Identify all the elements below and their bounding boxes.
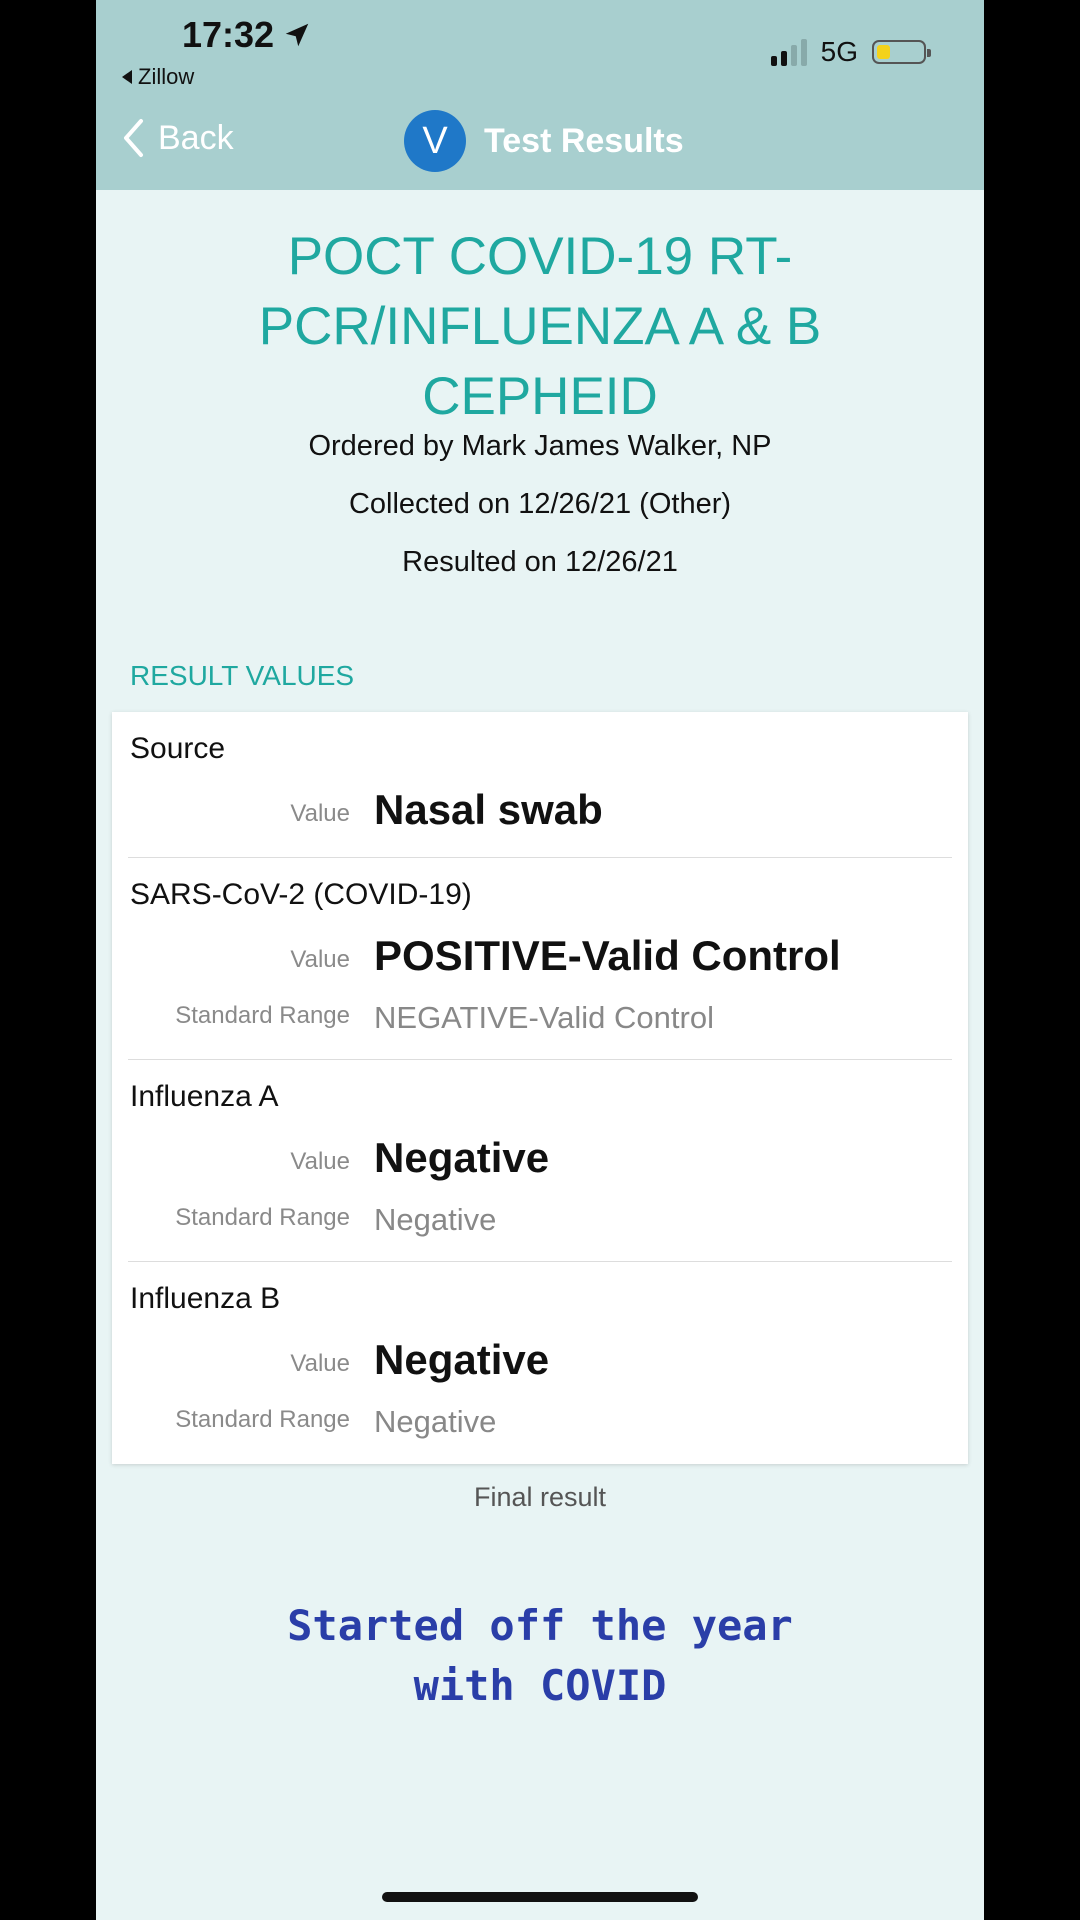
standard-range-value: Negative xyxy=(374,1404,497,1439)
value-label: Value xyxy=(290,1350,350,1377)
divider xyxy=(128,857,952,858)
divider xyxy=(128,1261,952,1262)
back-triangle-icon xyxy=(122,70,132,84)
location-arrow-icon xyxy=(282,20,312,50)
back-button[interactable] xyxy=(122,118,234,158)
battery-icon xyxy=(872,40,926,64)
status-time xyxy=(182,14,312,56)
status-indicators xyxy=(771,36,926,68)
caption-line-2: with COVID xyxy=(413,1661,667,1710)
network-type: 5G xyxy=(820,36,858,67)
results-card xyxy=(112,712,968,1464)
result-value-line xyxy=(112,930,968,980)
result-name: Influenza A xyxy=(130,1080,279,1113)
divider xyxy=(128,1059,952,1060)
chevron-left-icon xyxy=(122,118,144,158)
result-name: SARS-CoV-2 (COVID-19) xyxy=(130,878,472,911)
standard-range-value: Negative xyxy=(374,1202,497,1237)
result-value: Negative xyxy=(374,1336,550,1383)
cellular-signal-icon xyxy=(771,38,807,66)
standard-range-line xyxy=(112,1390,968,1440)
resulted-date-text: Resulted on 12/26/21 xyxy=(402,546,678,578)
standard-range-line xyxy=(112,1188,968,1238)
result-value: Nasal swab xyxy=(374,786,603,833)
standard-range-line xyxy=(112,986,968,1036)
result-name: Source xyxy=(130,732,226,765)
collected-date-text: Collected on 12/26/21 (Other) xyxy=(348,488,732,520)
header-bar xyxy=(96,0,984,190)
section-heading-result-values: RESULT VALUES xyxy=(130,660,355,691)
result-value-line xyxy=(112,1132,968,1182)
final-result-label: Final result xyxy=(473,1482,607,1512)
value-label: Value xyxy=(290,800,350,827)
value-label: Value xyxy=(290,1148,350,1175)
caption-line-1: Started off the year xyxy=(287,1601,793,1650)
page-title: Test Results xyxy=(484,121,684,160)
standard-range-label: Standard Range xyxy=(175,1204,350,1231)
video-caption xyxy=(96,1596,984,1716)
result-value-line xyxy=(112,784,968,834)
standard-range-label: Standard Range xyxy=(175,1406,350,1433)
status-time-label: 17:32 xyxy=(182,14,275,55)
result-name: Influenza B xyxy=(130,1282,281,1315)
back-button-label: Back xyxy=(158,118,234,157)
test-name-heading: POCT COVID-19 RT-PCR/INFLUENZA A & B CEPHEID xyxy=(258,227,822,426)
result-value: Negative xyxy=(374,1134,550,1181)
value-label: Value xyxy=(290,946,350,973)
standard-range-label: Standard Range xyxy=(175,1002,350,1029)
app-screen xyxy=(96,0,984,1920)
standard-range-value: NEGATIVE-Valid Control xyxy=(374,1000,714,1035)
back-app-label: Zillow xyxy=(138,64,195,89)
ordered-by-text: Ordered by Mark James Walker, NP xyxy=(308,430,772,462)
avatar[interactable]: V xyxy=(404,110,466,172)
result-value-line xyxy=(112,1334,968,1384)
nav-title-group xyxy=(404,110,684,172)
home-indicator[interactable] xyxy=(382,1892,698,1902)
back-to-app-link[interactable] xyxy=(122,64,194,90)
result-value: POSITIVE-Valid Control xyxy=(374,932,841,979)
